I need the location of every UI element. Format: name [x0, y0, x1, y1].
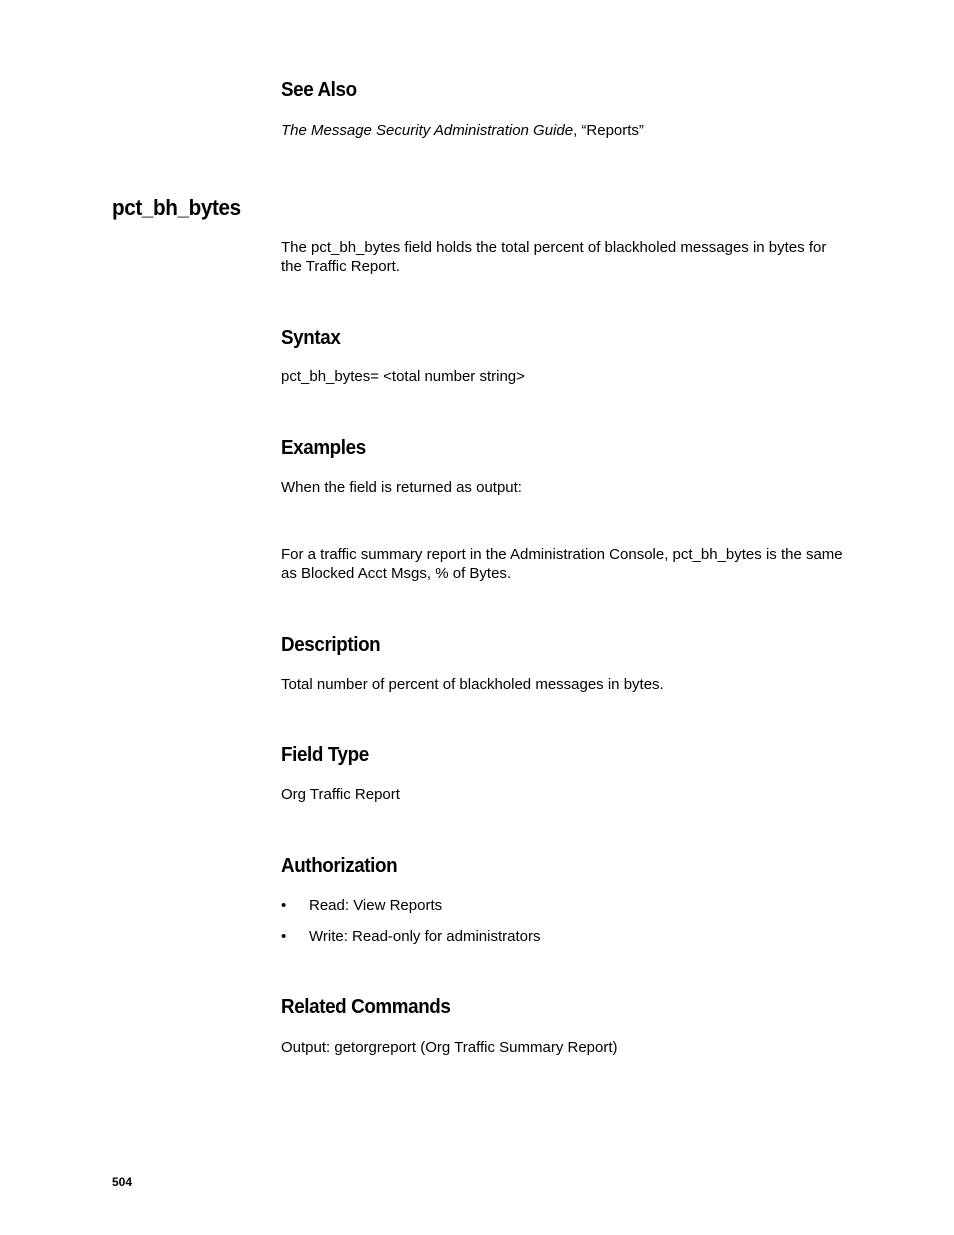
description-text: Total number of percent of blackholed messages in bytes.	[281, 676, 664, 693]
see-also-heading: See Also	[281, 79, 357, 101]
authorization-item	[281, 896, 841, 915]
syntax-text: pct_bh_bytes= <total number string>	[281, 368, 525, 385]
see-also-reference	[281, 121, 846, 140]
field-name-heading: pct_bh_bytes	[112, 195, 241, 220]
syntax-heading: Syntax	[281, 327, 341, 349]
bullet-glyph: •	[281, 897, 287, 914]
examples-heading: Examples	[281, 437, 366, 459]
field-type-text: Org Traffic Report	[281, 786, 400, 803]
authorization-item-text: Read: View Reports	[309, 897, 443, 914]
bullet-glyph: •	[281, 928, 287, 945]
field-type-heading: Field Type	[281, 744, 369, 766]
page-number: 504	[112, 1175, 133, 1189]
authorization-item	[281, 927, 841, 946]
authorization-item-text: Write: Read-only for administrators	[309, 928, 541, 945]
field-intro: The pct_bh_bytes field holds the total percent of blackholed messages in bytes for the Traffic Report.	[281, 239, 827, 275]
authorization-heading: Authorization	[281, 855, 398, 877]
description-heading: Description	[281, 634, 381, 656]
examples-note: For a traffic summary report in the Administration Console, pct_bh_bytes is the same as Blocked Acct Msgs, % of Bytes.	[281, 546, 843, 582]
examples-text: When the field is returned as output:	[281, 479, 522, 496]
related-commands-text: Output: getorgreport (Org Traffic Summary Report)	[281, 1039, 618, 1056]
see-also-ref-suffix: , “Reports”	[573, 122, 644, 139]
see-also-ref-title: The Message Security Administration Guide	[281, 122, 574, 139]
related-commands-heading: Related Commands	[281, 996, 451, 1018]
